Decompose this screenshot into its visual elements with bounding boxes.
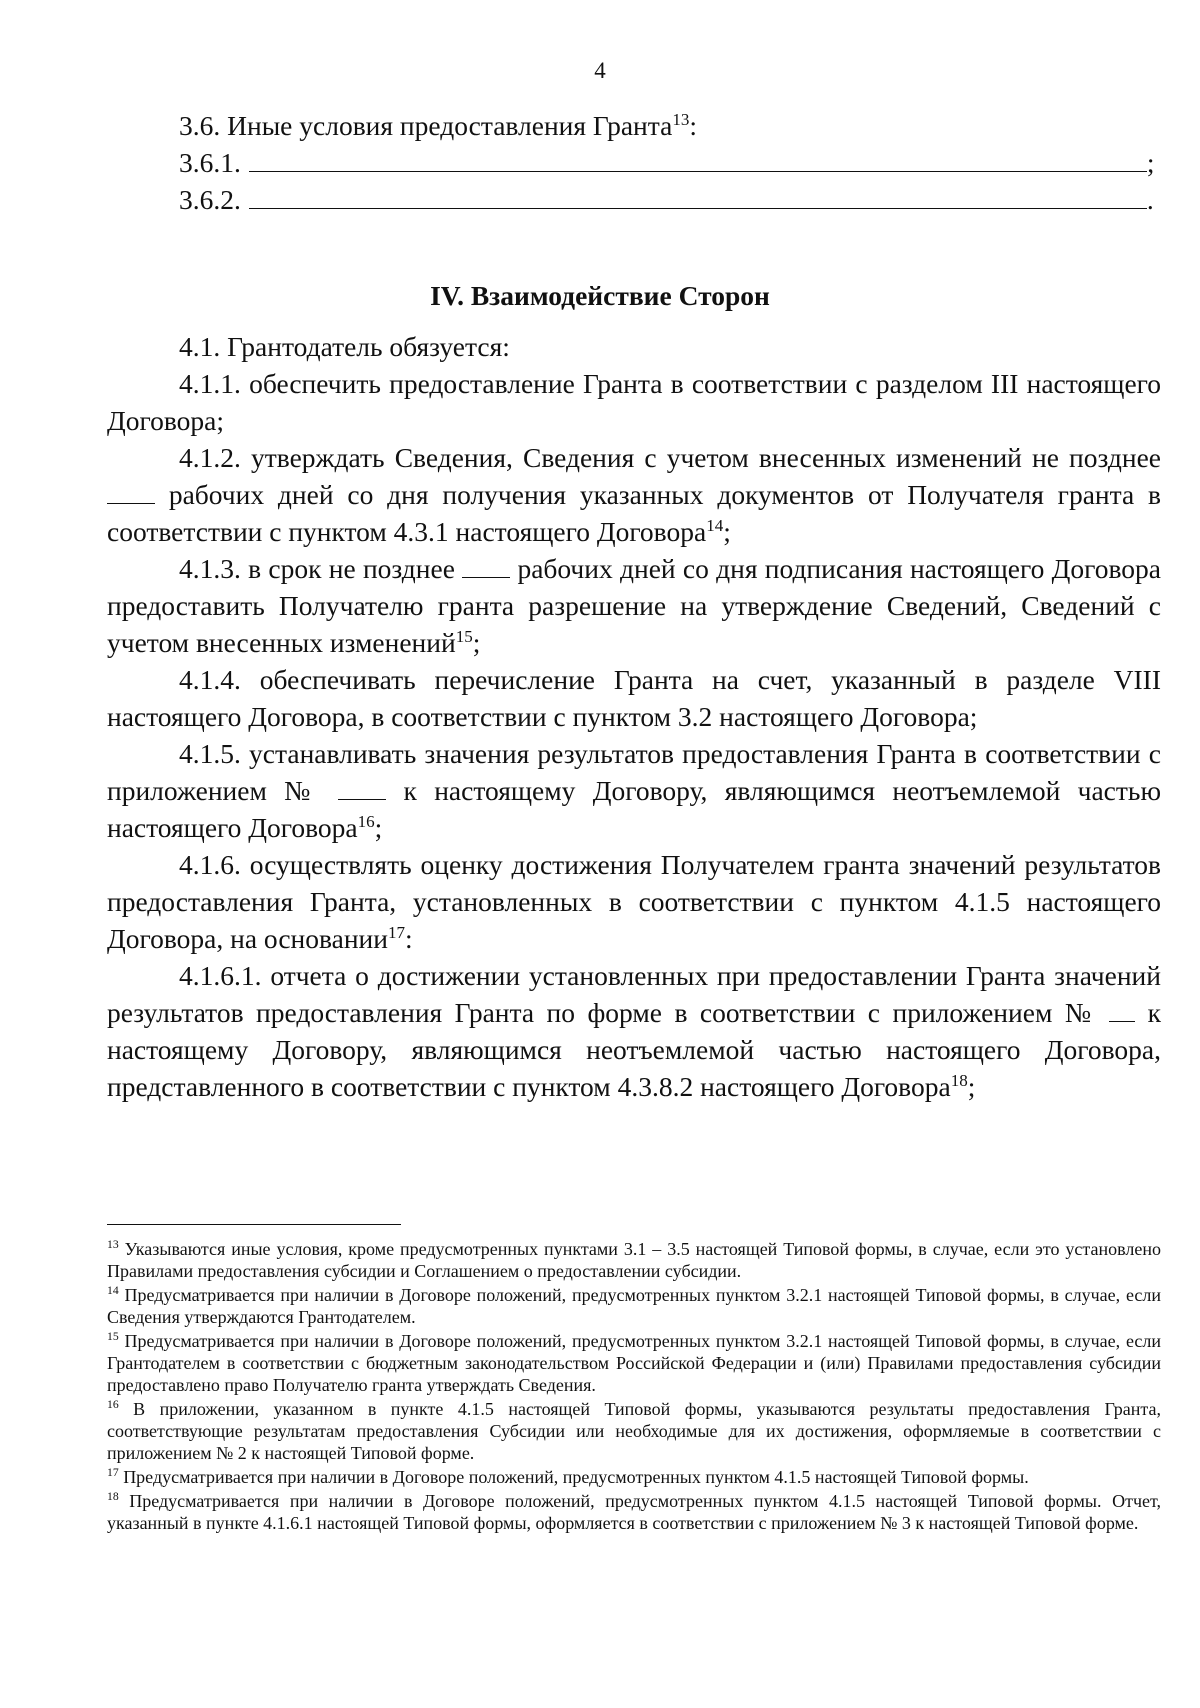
clause-4-1-6: 4.1.6. осуществлять оценку достижения Получателем гранта значений результатов предоставления Гранта, установленных в соответствии с пунктом 4.1.5 настоящего Договора, на основании$^{17}$: — [107, 849, 1161, 954]
fill-in-line — [249, 184, 1147, 209]
blank-line-3-6-2 — [179, 181, 1154, 218]
footnote-17: $^{17}$ Предусматривается при наличии в Договоре положений, предусмотренных пунктом 4.1.5 настоящей Типовой формы. — [107, 1466, 1029, 1487]
footnote-ref: 14 — [706, 515, 724, 535]
footnote-13: $^{13}$ Указываются иные условия, кроме предусмотренных пунктами 3.1 – 3.5 настоящей Типовой формы, в случае, если это установлено Правилами предоставления субсидии и Соглашением о предоставлении субсидии. — [107, 1238, 1161, 1281]
footnote-15: $^{15}$ Предусматривается при наличии в Договоре положений, предусмотренных пунктом 3.2.1 настоящей Типовой формы, в случае, если Грантодателем в соответствии с бюджетным законодательством Российской Федерации и (или) Правилами предоставления субсидии предоставлено право Получателю гранта утверждать Сведения. — [107, 1330, 1161, 1395]
item-label: 3.6.1. — [179, 147, 241, 178]
section-3-6-heading: 3.6. Иные условия предоставления Гранта$^{13}$: — [179, 109, 697, 141]
section-4-body — [107, 328, 1161, 1105]
footnote-ref: 15 — [455, 626, 473, 646]
footnote-divider — [107, 1224, 401, 1225]
clause-4-1-2: 4.1.2. утверждать Сведения, Сведения с учетом внесенных изменений не позднее рабочих дней со дня получения указанных документов от Получателя гранта в соответствии с пунктом 4.3.1 настоящего Договора$^{14}$; — [107, 442, 1161, 547]
fill-in-blank — [107, 483, 155, 504]
clause-4-1-1: 4.1.1. обеспечить предоставление Гранта в соответствии с разделом III настоящего Договора; — [107, 368, 1161, 436]
footnote-18: $^{18}$ Предусматривается при наличии в Договоре положений, предусмотренных пунктом 4.1.5 настоящей Типовой формы. Отчет, указанный в пункте 4.1.6.1 настоящей Типовой формы, оформляется в соответствии с приложением № 3 к настоящей Типовой форме. — [107, 1490, 1161, 1533]
page-number: 4 — [594, 58, 606, 83]
footnote-ref: 18 — [950, 1070, 968, 1090]
clause-4-1-4: 4.1.4. обеспечивать перечисление Гранта на счет, указанный в разделе VIII настоящего Договора, в соответствии с пунктом 3.2 настоящего Договора; — [107, 664, 1161, 732]
footnote-ref: 16 — [357, 811, 375, 831]
footnote-16: $^{16}$ В приложении, указанном в пункте 4.1.5 настоящей Типовой формы, указываются результаты предоставления Гранта, соответствующие результатам предоставления Субсидии или необходимые для их достижения, оформляемые в соответствии с приложением № 2 к настоящей Типовой форме. — [107, 1398, 1161, 1463]
line-end: . — [1146, 184, 1154, 215]
clause-4-1: 4.1. Грантодатель обязуется: — [179, 331, 510, 362]
footnote-ref: 17 — [388, 922, 406, 942]
item-label: 3.6.2. — [179, 184, 241, 215]
fill-in-blank — [338, 779, 386, 800]
fill-in-blank — [462, 557, 510, 578]
footnote-14: $^{14}$ Предусматривается при наличии в Договоре положений, предусмотренных пунктом 3.2.1 настоящей Типовой формы, в случае, если Сведения утверждаются Грантодателем. — [107, 1284, 1161, 1327]
clause-4-1-5: 4.1.5. устанавливать значения результатов предоставления Гранта в соответствии с приложением № к настоящему Договору, являющимся неотъемлемой частью настоящего Договора$^{16}$; — [107, 738, 1161, 843]
footnote-ref: 13 — [672, 109, 690, 129]
fill-in-line — [249, 147, 1147, 172]
footnotes — [107, 1238, 1161, 1536]
heading-text: 3.6. Иные условия предоставления Гранта — [179, 110, 673, 141]
line-end: ; — [1146, 147, 1155, 178]
fill-in-blank — [1109, 1001, 1135, 1022]
section-title: IV. Взаимодействие Сторон — [430, 280, 770, 311]
clause-4-1-6-1: 4.1.6.1. отчета о достижении установленных при предоставлении Гранта значений результатов предоставления Гранта по форме в соответствии с приложением № к настоящему Договору, являющимся неотъемлемой частью настоящего Договора, представленного в соответствии с пунктом 4.3.8.2 настоящего Договора$^{18}$; — [107, 960, 1161, 1102]
clause-4-1-3: 4.1.3. в срок не позднее рабочих дней со дня подписания настоящего Договора предоставить Получателю гранта разрешение на утверждение Сведений, Сведений с учетом внесенных изменений$^{15}$; — [107, 553, 1161, 658]
blank-line-3-6-1 — [179, 144, 1155, 181]
